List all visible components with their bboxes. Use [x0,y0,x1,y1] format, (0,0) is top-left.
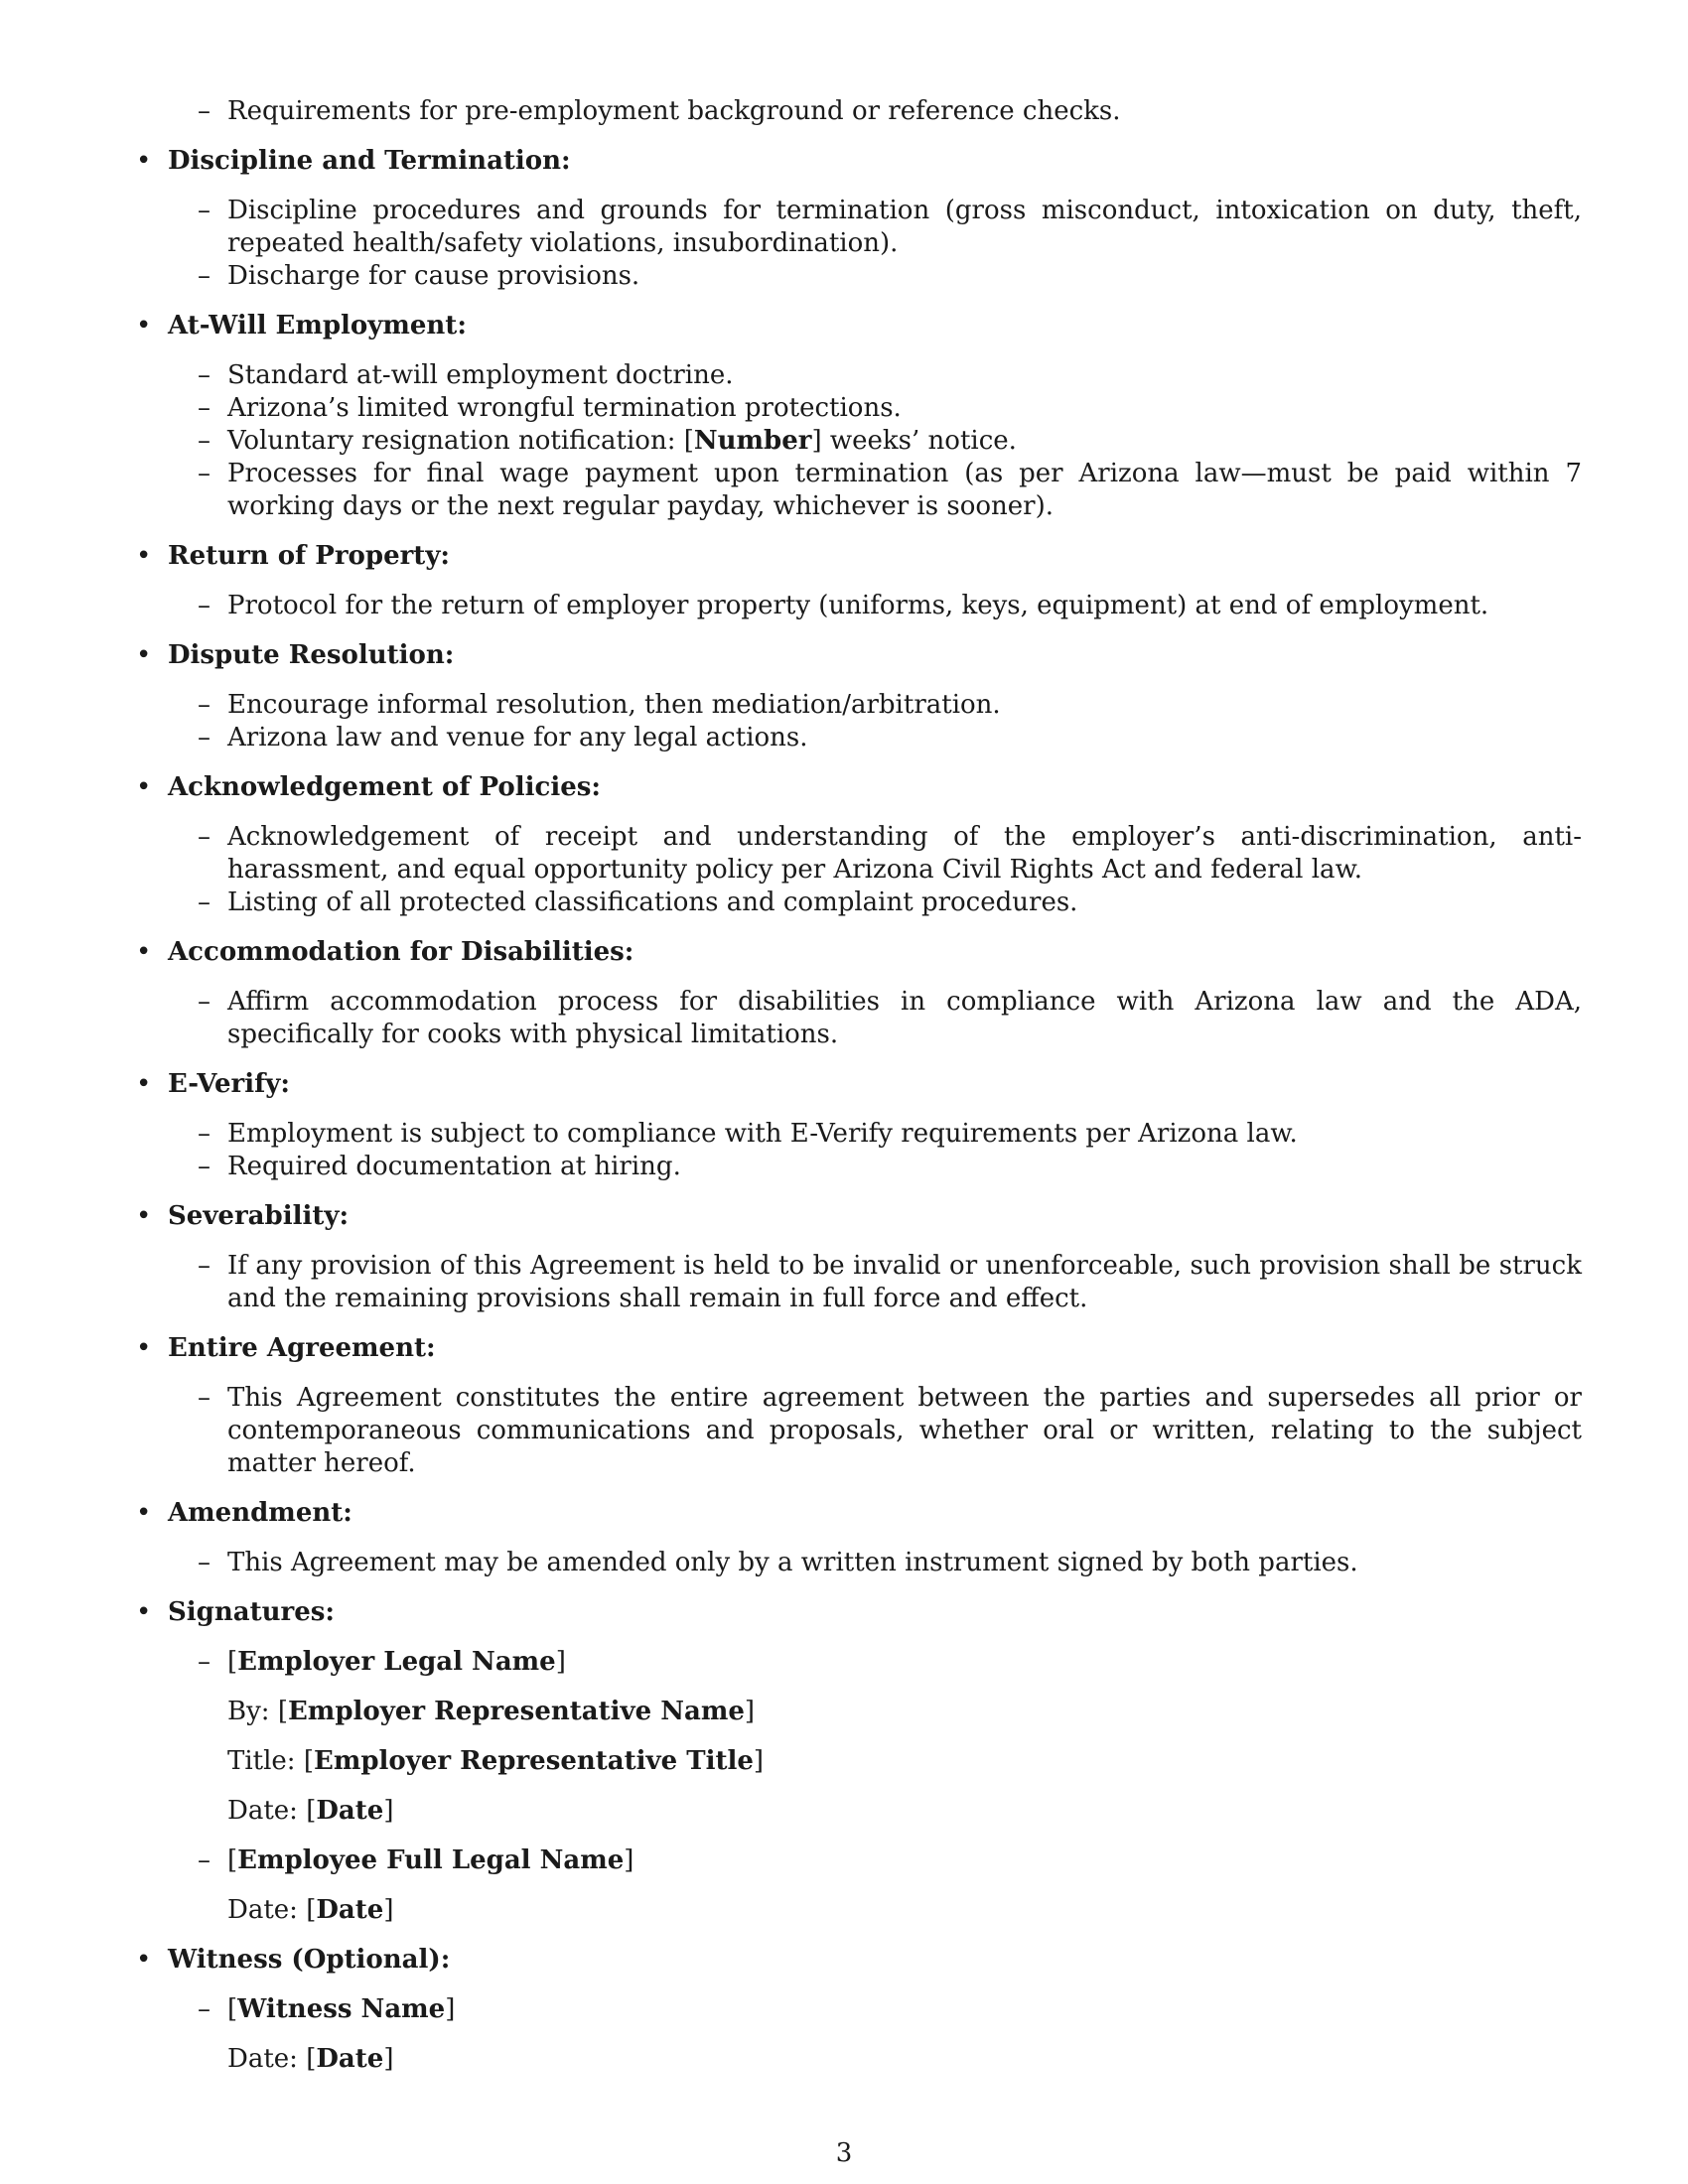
list-item [132,887,1582,919]
section-heading-text: Acknowledgement of Policies: [168,772,601,802]
section-heading-text: Return of Property: [168,541,451,571]
dash-marker: – [198,1383,211,1413]
list-item [132,986,1582,1051]
dash-marker: – [198,987,211,1017]
list-item-text: If any provision of this Agreement is held to be invalid or unenforceable, such provision shall be struck and the remaining provisions shall remain in full force and effect. [227,1251,1582,1313]
list-item-text: Encourage informal resolution, then mediation/arbitration. [227,690,1001,720]
section-heading [132,145,1582,178]
title-label: Title: [227,1746,296,1776]
section-heading-text: Entire Agreement: [168,1333,436,1363]
section-heading-text: Signatures: [168,1597,335,1627]
section-heading-text: Witness (Optional): [168,1945,451,1975]
dash-marker: – [198,723,211,752]
list-item [132,95,1582,128]
page-number: 3 [835,2138,853,2168]
dash-marker: – [198,1647,211,1677]
list-item-text: Requirements for pre-employment background or reference checks. [227,96,1121,126]
section-heading-text: Dispute Resolution: [168,640,455,670]
list-item [132,1151,1582,1183]
bullet-marker: • [136,1333,152,1363]
list-item [132,392,1582,425]
signatures-heading [132,1596,1582,1629]
by-label: By: [227,1697,270,1726]
bullet-marker: • [136,1069,152,1099]
dash-marker: – [198,1251,211,1281]
list-item [132,1250,1582,1315]
list-item [132,689,1582,722]
list-item-text: Processes for final wage payment upon termination (as per Arizona law—must be paid within 7 working days or the next regular payday, whichever is sooner). [227,459,1582,521]
employee-date-line: Date: [Date] [227,1895,394,1925]
bullet-marker: • [136,541,152,571]
dash-marker: – [198,822,211,852]
list-item [132,458,1582,523]
section-heading [132,1200,1582,1233]
bullet-marker: • [136,1498,152,1528]
list-item-text: Arizona’s limited wrongful termination protections. [227,393,902,423]
list-item [132,1382,1582,1480]
list-item-text: Standard at-will employment doctrine. [227,360,734,390]
employer-signature-name: – [Employer Legal Name] [198,1647,566,1677]
dash-marker: – [198,360,211,390]
list-item [132,1547,1582,1579]
list-item [132,821,1582,887]
notice-placeholder: Number [693,426,812,456]
employer-name-placeholder: Employer Legal Name [237,1647,556,1677]
date-placeholder: Date [316,1895,384,1925]
date-placeholder: Date [316,1796,384,1826]
witness-signature-name: – [Witness Name] [198,1994,456,2024]
list-item [132,195,1582,260]
list-item-text: Discharge for cause provisions. [227,261,640,291]
witness-heading [132,1944,1582,1977]
notice-text-before: Voluntary resignation notification: [ [227,426,694,456]
bullet-marker: • [136,772,152,802]
employee-signature-name: – [Employee Full Legal Name] [198,1845,634,1875]
dash-marker: – [198,1152,211,1181]
dash-marker: – [198,1994,211,2024]
dash-marker: – [198,96,211,126]
dash-marker: – [198,591,211,620]
list-item [132,722,1582,754]
list-item [132,260,1582,293]
section-heading [132,310,1582,342]
list-item [132,590,1582,622]
list-item-text: Required documentation at hiring. [227,1152,681,1181]
employee-name-placeholder: Employee Full Legal Name [237,1845,625,1875]
list-item-text: Listing of all protected classifications and complaint procedures. [227,887,1078,917]
section-heading [132,936,1582,969]
dash-marker: – [198,1548,211,1577]
bullet-marker: • [136,311,152,341]
list-item [132,1118,1582,1151]
date-placeholder: Date [316,2044,384,2074]
employer-representative-line: By: [Employer Representative Name] [227,1697,756,1726]
section-heading-text: Discipline and Termination: [168,146,571,176]
dash-marker: – [198,459,211,488]
section-heading [132,1068,1582,1101]
dash-marker: – [198,196,211,225]
bullet-marker: • [136,1597,152,1627]
employer-date-line: Date: [Date] [227,1796,394,1826]
date-label: Date: [227,1895,298,1925]
section-heading-text: Accommodation for Disabilities: [168,937,634,967]
bullet-marker: • [136,1201,152,1231]
representative-title-placeholder: Employer Representative Title [314,1746,754,1776]
section-heading-text: Amendment: [168,1498,352,1528]
dash-marker: – [198,690,211,720]
dash-marker: – [198,887,211,917]
section-heading-text: Severability: [168,1201,350,1231]
dash-marker: – [198,426,211,456]
dash-marker: – [198,393,211,423]
list-item-text: This Agreement constitutes the entire agreement between the parties and supersedes all prior or contemporaneous communications and proposals, whether oral or written, relating to the subject matter hereof. [227,1383,1582,1478]
bullet-marker: • [136,146,152,176]
bullet-marker: • [136,640,152,670]
section-heading-text: E-Verify: [168,1069,290,1099]
section-heading [132,1497,1582,1530]
document-body [132,95,1582,2076]
bullet-marker: • [136,1945,152,1975]
witness-name-placeholder: Witness Name [237,1994,446,2024]
dash-marker: – [198,1119,211,1149]
list-item-text: Affirm accommodation process for disabilities in compliance with Arizona law and the ADA, specifically for cooks with physical limitations. [227,987,1582,1049]
list-item-text: Acknowledgement of receipt and understanding of the employer’s anti-discrimination, anti-harassment, and equal opportunity policy per Arizona Civil Rights Act and federal law. [227,822,1582,885]
list-item [132,359,1582,392]
list-item-text: Protocol for the return of employer property (uniforms, keys, equipment) at end of employment. [227,591,1489,620]
date-label: Date: [227,1796,298,1826]
section-heading-text: At-Will Employment: [168,311,467,341]
list-item-text: Employment is subject to compliance with E-Verify requirements per Arizona law. [227,1119,1298,1149]
notice-text-after: ] weeks’ notice. [811,426,1017,456]
list-item [132,425,1582,458]
section-heading [132,540,1582,573]
dash-marker: – [198,261,211,291]
employer-title-line: Title: [Employer Representative Title] [227,1746,765,1776]
section-heading [132,1332,1582,1365]
list-item-text: Arizona law and venue for any legal actions. [227,723,808,752]
dash-marker: – [198,1845,211,1875]
witness-date-line: Date: [Date] [227,2044,394,2074]
list-item-text: Discipline procedures and grounds for termination (gross misconduct, intoxication on duty, theft, repeated health/safety violations, insubordination). [227,196,1582,258]
list-item-text: This Agreement may be amended only by a written instrument signed by both parties. [227,1548,1358,1577]
bullet-marker: • [136,937,152,967]
date-label: Date: [227,2044,298,2074]
section-heading [132,639,1582,672]
section-heading [132,771,1582,804]
representative-name-placeholder: Employer Representative Name [287,1697,745,1726]
